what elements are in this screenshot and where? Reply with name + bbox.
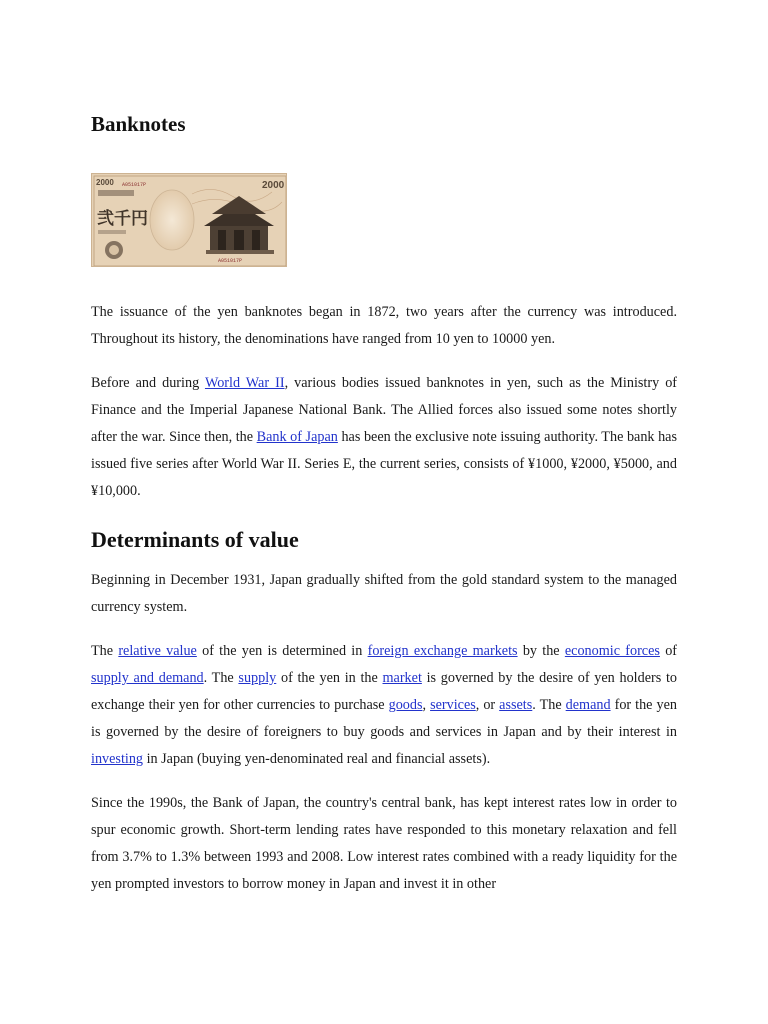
paragraph-interest-rates: Since the 1990s, the Bank of Japan, the country's central bank, has kept interest rates low in order to spur economic growth. Short-term lending rates have responded to this monetary relaxation and fell from 3.7% to 1.3% between 1993 and 2008. Low interest rates combined with a ready liquidity for the yen prompted investors to borrow money in Japan and invest it in other xyxy=(91,795,677,892)
text-span: . The xyxy=(532,697,566,713)
text-span: has been the exclusive note issuing authority. The bank has issued five series after World War II. Series E, the current series, consists of ¥1000, ¥2000, ¥5000, and ¥10,000. xyxy=(91,429,678,499)
link-goods[interactable]: goods xyxy=(388,697,423,713)
link-supply[interactable]: supply xyxy=(238,670,277,686)
paragraph-gold-standard: Beginning in December 1931, Japan gradually shifted from the gold standard system to the managed currency system. xyxy=(91,572,677,615)
text-span: of the yen is determined in xyxy=(196,643,368,659)
link-investing[interactable]: investing xyxy=(91,751,144,767)
banknote-denomination-top-right: 2000 xyxy=(262,180,285,191)
text-span: , various bodies issued banknotes in yen, such as the Ministry of Finance and the Imperial Japanese National Bank. The Allied forces also issued some notes shortly after the war. Since then, the xyxy=(91,375,678,445)
text-span: for the yen is governed by the desire of foreigners to buy goods and services in Japan and by their interest in xyxy=(91,697,677,740)
paragraph-relative-value xyxy=(91,638,677,773)
link-world-war-ii[interactable]: World War II xyxy=(204,375,285,391)
text-span: of the yen in the xyxy=(276,670,383,686)
text-span: , or xyxy=(475,697,500,713)
link-bank-of-japan[interactable]: Bank of Japan xyxy=(256,429,338,445)
text-span: The xyxy=(91,643,119,659)
text-span: by the xyxy=(517,643,565,659)
paragraph-world-war xyxy=(91,370,677,505)
link-supply-and-demand[interactable]: supply and demand xyxy=(91,670,204,686)
link-demand[interactable]: demand xyxy=(565,697,611,713)
link-market[interactable]: market xyxy=(382,670,422,686)
text-span: Before and during xyxy=(91,375,205,391)
banknote-illustration xyxy=(92,174,287,267)
text-span: is governed by the desire of yen holders to exchange their yen for other currencies to purchase xyxy=(91,670,677,713)
link-economic-forces[interactable]: economic forces xyxy=(564,643,660,659)
text-span: of xyxy=(659,643,678,659)
heading-determinants-of-value: Determinants of value xyxy=(91,527,299,552)
yen-2000-banknote-image xyxy=(91,173,287,267)
banknote-denomination-top-left: 2000 xyxy=(96,178,114,187)
banknote-serial-bottom: A051017P xyxy=(218,258,243,264)
heading-banknotes: Banknotes xyxy=(91,112,186,136)
link-assets[interactable]: assets xyxy=(499,697,533,713)
text-span: in Japan (buying yen-denominated real and financial assets). xyxy=(143,751,491,767)
link-services[interactable]: services xyxy=(430,697,476,713)
paragraph-issuance: The issuance of the yen banknotes began in 1872, two years after the currency was introduced. Throughout its history, the denominations have ranged from 10 yen to 10000 yen. xyxy=(91,304,677,347)
banknote-serial-top: A051017P xyxy=(122,182,147,188)
text-span: . The xyxy=(203,670,239,686)
text-span: , xyxy=(422,697,431,713)
link-foreign-exchange-markets[interactable]: foreign exchange markets xyxy=(367,643,518,659)
banknote-kanji: 弐千円 xyxy=(97,209,148,229)
link-relative-value[interactable]: relative value xyxy=(118,643,197,659)
